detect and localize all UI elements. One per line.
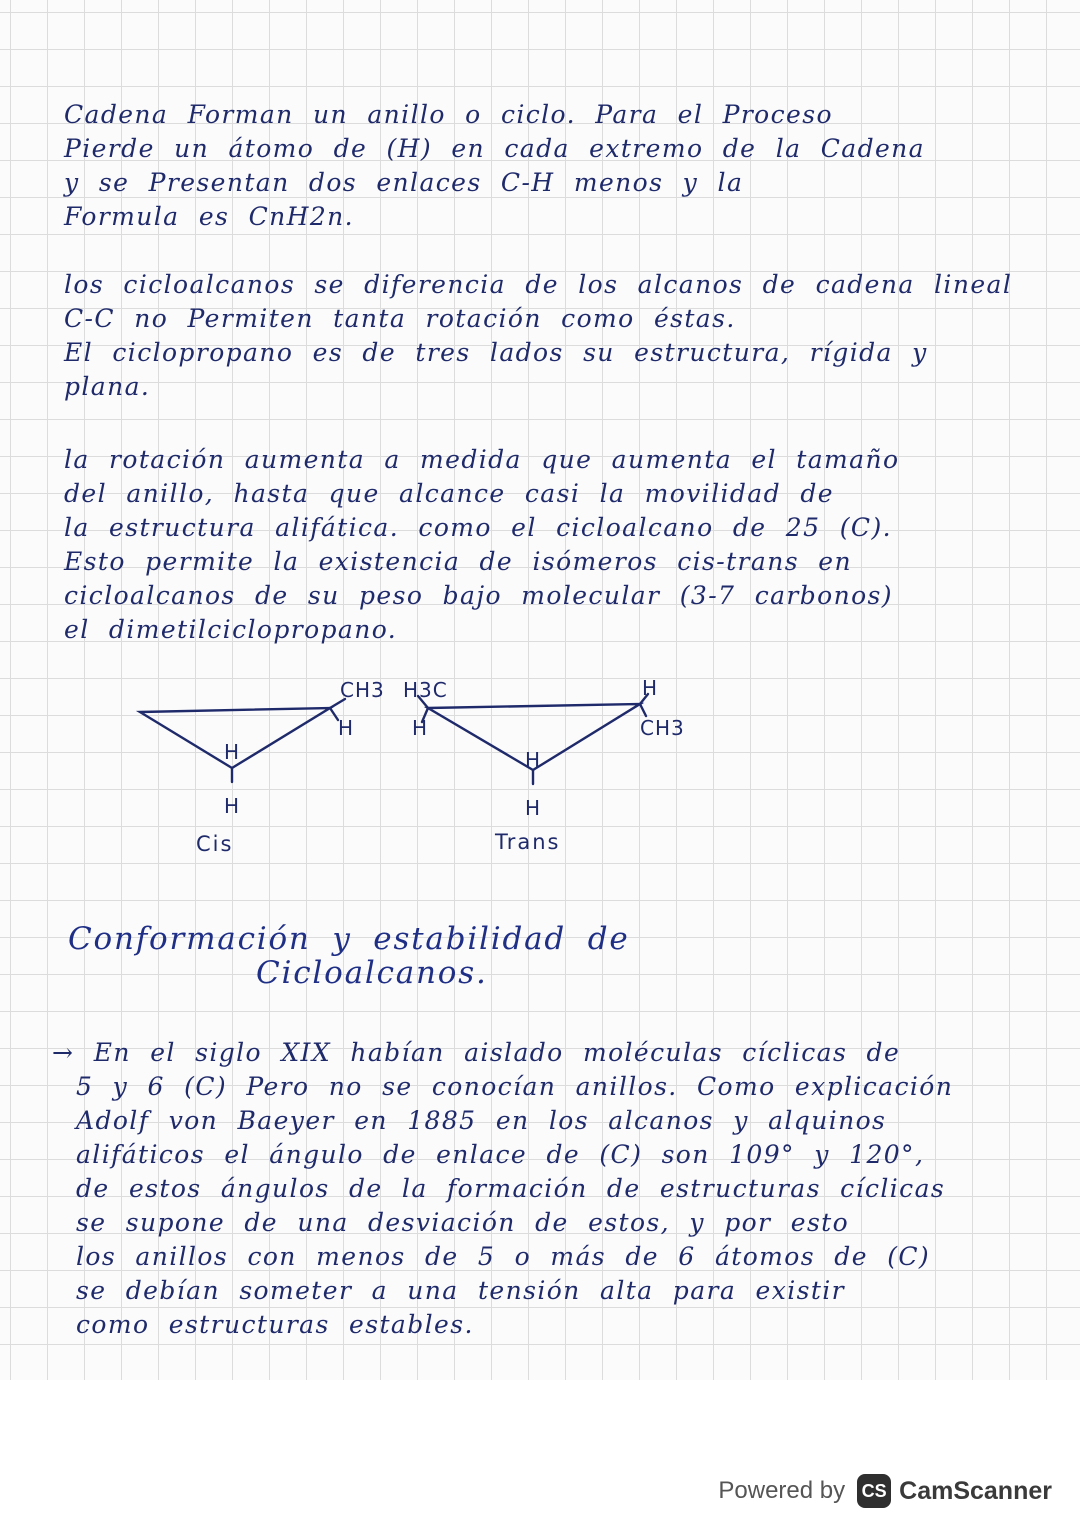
text-line: se debían someter a una tensión alta para existir — [76, 1276, 846, 1305]
trans-right-h-label: H — [642, 676, 659, 700]
camscanner-brand — [857, 1474, 1052, 1508]
text-line: Cadena Forman un anillo o ciclo. Para el Proceso — [64, 100, 833, 129]
trans-bottom-h-lower: H — [525, 796, 542, 820]
cis-ch3-label: CH3 — [340, 678, 385, 702]
text-line: la estructura alifática. como el cicloalcano de 25 (C). — [64, 513, 892, 542]
trans-right-ch3-label: CH3 — [640, 716, 685, 740]
text-line: Esto permite la existencia de isómeros cis-trans en — [64, 547, 852, 576]
camscanner-watermark — [718, 1474, 1052, 1508]
text-line: → En el siglo XIX habían aislado moléculas cíclicas de — [52, 1038, 901, 1067]
trans-h3c-label: H3C — [403, 678, 448, 702]
text-line: el dimetilciclopropano. — [64, 615, 398, 644]
cis-caption: Cis — [196, 832, 234, 856]
text-line: Formula es CnH2n. — [64, 202, 354, 231]
text-line: los cicloalcanos se diferencia de los alcanos de cadena lineal — [64, 270, 1013, 299]
trans-bottom-h-upper: H — [525, 748, 542, 772]
text-line: del anillo, hasta que alcance casi la movilidad de — [64, 479, 834, 508]
section-heading — [68, 922, 630, 990]
trans-caption: Trans — [495, 830, 561, 854]
text-line: alifáticos el ángulo de enlace de (C) son 109° y 120°, — [76, 1140, 925, 1169]
text-line: de estos ángulos de la formación de estructuras cíclicas — [76, 1174, 946, 1203]
text-line: plana. — [64, 372, 151, 401]
text-line: cicloalcanos de su peso bajo molecular (3-7 carbonos) — [64, 581, 893, 610]
trans-h-label: H — [412, 716, 429, 740]
text-line: como estructuras estables. — [76, 1310, 474, 1339]
paragraph-baeyer-theory — [52, 1036, 953, 1342]
text-line: la rotación aumenta a medida que aumenta el tamaño — [64, 445, 900, 474]
text-line: El ciclopropano es de tres lados su estructura, rígida y — [64, 338, 928, 367]
text-line: y se Presentan dos enlaces C-H menos y la — [64, 168, 744, 197]
camscanner-logo-icon: CS — [857, 1474, 891, 1508]
text-line: 5 y 6 (C) Pero no se conocían anillos. Como explicación — [76, 1072, 954, 1101]
cis-bottom-h-lower: H — [224, 794, 241, 818]
text-line: Pierde un átomo de (H) en cada extremo de la Cadena — [64, 134, 925, 163]
cis-bond-h — [330, 708, 338, 720]
text-line: se supone de una desviación de estos, y por esto — [76, 1208, 850, 1237]
camscanner-brand-text: CamScanner — [899, 1476, 1052, 1505]
heading-line-2: Cicloalcanos. — [256, 955, 488, 991]
heading-line-1: Conformación y estabilidad de — [68, 921, 630, 957]
trans-bond-ch3-right — [640, 704, 646, 716]
text-line: C-C no Permiten tanta rotación como éstas. — [64, 304, 736, 333]
text-line: Adolf von Baeyer en 1885 en los alcanos y alquinos — [76, 1106, 887, 1135]
powered-by-text: Powered by — [718, 1477, 846, 1504]
text-line: los anillos con menos de 5 o más de 6 átomos de (C) — [76, 1242, 931, 1271]
cis-bottom-h-upper: H — [224, 740, 241, 764]
cis-h-label: H — [338, 716, 355, 740]
